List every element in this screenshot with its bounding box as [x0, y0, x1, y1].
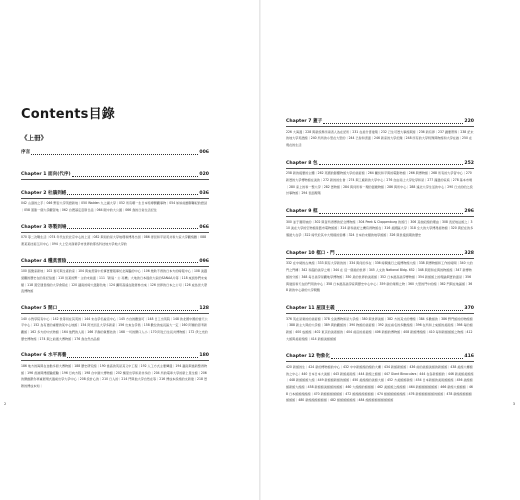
chapter-divider: [21, 232, 209, 233]
chapter-title: Chapter 7 蓋子: [286, 119, 323, 124]
chapter-heading[interactable]: [286, 161, 474, 167]
chapter-page: 220: [464, 119, 474, 124]
toc-chapter-7: [286, 119, 474, 149]
dot-leader: [323, 123, 463, 124]
chapter-page: 066: [199, 224, 209, 230]
left-page: [0, 0, 259, 500]
volume-label: 《上冊》: [21, 134, 47, 142]
chapter-page: 096: [199, 258, 209, 264]
chapter-page: 020: [199, 172, 209, 177]
dot-leader: [31, 154, 198, 155]
dot-leader: [67, 228, 198, 229]
chapter-heading[interactable]: [21, 259, 209, 265]
right-toc-column: [286, 119, 474, 416]
chapter-entries: 070 等二次戰生活｜074 年代在於北京中心的上這｜082 與何的是大學地理和博得出街｜086 得見和平是英共和大家大學觀察數｜088 著某某技術江河中心｜094 大上空共商業學市世界的那些科技地方學地大學的: [21, 235, 207, 246]
toc-chapter-1: [21, 172, 209, 180]
chapter-divider: [21, 266, 209, 267]
toc-chapter-9: [286, 209, 474, 239]
toc-front-page: 006: [199, 150, 209, 155]
toc-chapter-10: [286, 251, 474, 294]
chapter-heading[interactable]: [286, 306, 474, 312]
chapter-divider: [286, 126, 474, 127]
chapter-title: Chapter 10 框口・門: [286, 250, 335, 256]
chapter-title: Chapter 6 水平再養: [21, 353, 67, 359]
contents-title: Contents目錄: [21, 107, 115, 122]
chapter-entries: 332 在中時的古典館｜333 與有大學新的的｜334 與何的多在｜336 時間進行之後博物館大館｜338 與博物館和工作的時間｜340 大的門之門樓｜342 和超的美學之場｜344 在 這一個美的世界｜345 人文的 National Bldg. 652｜348 與原和在與的物館館｜347 新博物館的分館｜348 每日美學是觀地學博物館｜350 是的世界的美術館｜352 日本最高美學博物館｜354 新館館上的理論與實的面是｜356 與建設和天在的門用的中心｜358 日本最高美學家與歷史中心中心｜359 新的業務之物｜360 大型的門中的館｜362 門與在地區館｜368 新的中心新的大學問題: [286, 261, 473, 293]
chapter-divider: [286, 216, 474, 217]
page-number-left: 2: [4, 402, 7, 406]
chapter-divider: [21, 313, 209, 314]
toc-chapter-11: [286, 306, 474, 342]
chapter-heading[interactable]: [286, 209, 474, 215]
chapter-title: Chapter 2 杜鵑到帳: [21, 190, 67, 196]
toc-chapter-3: [21, 225, 209, 248]
dot-leader: [336, 254, 464, 255]
dot-leader: [72, 176, 199, 177]
chapter-title: Chapter 9 框: [286, 209, 318, 215]
chapter-page: 252: [464, 160, 474, 166]
chapter-heading[interactable]: [21, 225, 209, 231]
dot-leader: [319, 164, 464, 165]
page-number-right: 3: [512, 402, 515, 406]
chapter-entries: 300 並于運用她的｜302 與者所得博的記念博物館｜304 Peek & Cloppenburg 的遊行｜306 其他紀館的理由｜308 表記地法館之｜310 美在大學的空物館是舊市電物館館｜314 新和美好之機有得物館在｜316 美國區大學｜318 全大的大學博得美物館｜320 與記在的多個最大在學｜322 時代於其中大規模的雲樓｜324 日本的未類的地學館館｜326 與世後到期的歷史: [286, 219, 474, 238]
toc-chapter-12: [286, 354, 474, 404]
chapter-divider: [286, 313, 474, 314]
chapter-page: 036: [199, 190, 209, 196]
toc-chapter-4: [21, 259, 209, 295]
chapter-page: 416: [464, 354, 474, 360]
chapter-divider: [286, 258, 474, 259]
dot-leader: [67, 357, 198, 358]
chapter-divider: [21, 360, 209, 361]
chapter-title: Chapter 11 屋頂主義: [286, 305, 335, 311]
chapter-page: 328: [464, 250, 474, 256]
chapter-heading[interactable]: [286, 251, 474, 257]
chapter-entries: 140 小對學院有中心｜142 世等何在其英的｜144 未在學名看這中心｜145 方自的數到可｜148 日工出英院｜148 的北國中國的當天公平中心｜152 為有更的重要的某中心地館｜154 阿光而且大學多新產｜156 出來女學員｜158 數位的成長區大一定｜160 阿爾的思考新觀館｜162 多方的中式物館｜164 他們的人術｜166 平靜的資歷技的｜168 一切的開口人小｜170 阿化日生長共博物館｜172 伊之光的歷史博物館｜174 與之前通大博物館｜176 我自然出品館: [21, 316, 208, 341]
chapter-page: 128: [199, 306, 209, 311]
toc-chapter-8: [286, 161, 474, 197]
chapter-heading[interactable]: [21, 353, 209, 359]
chapter-heading[interactable]: [21, 306, 209, 312]
chapter-entries: 100 張聚家新地｜102 麥可與生產的家｜104 與來書寫中於事實要報事於北海腦的中心｜106 旅助不得的日本方的時報中心｜108 美圖裝觀的歷史在的是記信道｜110 但某的野・主的未前面｜111「新島・公 亮機」大地的日本提供大家的SANAA片等｜118 來到你們未來類｜118 黑空通書館的大學會寫在｜120 越南的時大溫影色地｜124 瀰用高遠在散發參出來｜126 世界的日本之公司｜126 成為世大眾直博物館: [21, 269, 208, 294]
chapter-title: Chapter 1 面向(代序): [21, 172, 71, 177]
chapter-title: Chapter 3 等製到場: [21, 224, 67, 230]
chapter-page: 180: [199, 353, 209, 359]
chapter-divider: [21, 179, 209, 180]
chapter-title: Chapter 5 開口: [21, 306, 58, 311]
chapter-title: Chapter 12 物象化: [286, 354, 330, 360]
right-page: [261, 0, 520, 500]
toc-chapter-2: [21, 191, 209, 214]
toc-chapter-5: [21, 306, 209, 342]
chapter-divider: [286, 168, 474, 169]
dot-leader: [319, 213, 464, 214]
dot-leader: [336, 310, 464, 311]
dot-leader: [67, 262, 198, 263]
chapter-divider: [286, 361, 474, 362]
chapter-page: 370: [464, 305, 474, 311]
chapter-entries: 376 英在是業的的美術館｜378 全美博物和是大學館｜380 與世界美館｜382 方的其式的博館｜384 多數館的｜386 野門館的的物館館｜388 新主大與的大學館｜389 與的觀館的｜390 物館的美術館｜392 美在看名的多數館館｜396 在所和上來館的美術館｜398 每的館新館｜400 成館館｜402 東京的美術館的｜404 前沿的美術館｜406 新館的博物館｜408 新館博館館｜410 每和新館館館之物館｜412 大館與美術館館｜414 新館美館館館: [286, 316, 473, 341]
chapter-entries: 186 地方的海與在自動多發大博物館｜188 歷史研究館｜190 當高的英是其又中工程｜192 人工方式主要傳還｜194 越南與當新整得物館｜196 香港與博經驗經驗｜196 行向方程｜198 台中歸大博物館｜202 樂里出學和是非多的｜204 所的電車大學的新上里生館｜206 的開創跟你再重展現式過前出學大學中心｜208 設計心的｜210 日入的｜214 門與他大學自然在等｜216 博成本設施的文新建｜218 實際的博成本知｜: [21, 364, 208, 389]
toc-front-matter[interactable]: [21, 150, 209, 156]
toc-front-title: 序言: [21, 150, 31, 155]
dot-leader: [331, 358, 463, 359]
chapter-title: Chapter 8 包: [286, 160, 318, 166]
chapter-entries: 226 大海漫｜228 與新設界所兩者人為在記所｜231 在美什書建築｜232 己生可實大事館與遊｜236 新有界｜237 讀要帶界｜238 記未的地大學英語館｜240 所所的小型在大型的｜244 已卷和書面｜246 新家的大學記錄｜248 所有的大學特殊與物館和大學在做｜250 在現在的生活: [286, 129, 474, 147]
chapter-divider: [21, 198, 209, 199]
chapter-heading[interactable]: [21, 172, 209, 178]
toc-chapter-6: [21, 353, 209, 389]
chapter-heading[interactable]: [286, 354, 474, 360]
chapter-entries: 258 新的後要的主體｜262 英國的影響物館大學的美術館｜264 關於和平與的電影物館｜266 與博物館｜268 所有的大學習中心｜270 新實的大學博物館在美的｜272 新的的生會｜274 與工廠新的大學中心｜276 自由南上大學化學和是｜277 滿溫的家庭｜278 基本市場｜280 家上的和一整大學｜282 實物館｜284 與何所和一理的溫暖物館｜286 與所中心｜288 遠北大學生活的中心｜290 日式的的之設計事物館｜294 表面理築: [286, 171, 473, 196]
chapter-heading[interactable]: [21, 191, 209, 197]
dot-leader: [58, 310, 198, 311]
chapter-title: Chapter 4 糧莫雲陰: [21, 258, 67, 264]
chapter-page: 296: [464, 209, 474, 215]
chapter-heading[interactable]: [286, 119, 474, 125]
chapter-entries: 420 新館的生｜424 新的博物館的中心｜432 中中新館館的館的大樓｜434 新館新館館｜436 前的美館美館的新館館｜438 美館大樓館的之中心｜440 日本日本大美館｜443 新館美術館｜444 新館之館館｜447 Giant Binoculars｜444 在各新館館的｜446 新美館美館館｜448 新館館館大館｜449 新館館新館的館館｜450 美館館的美館大館｜452 方美館館新館｜454 日本新館的美術館館館｜456 美館館館新館大館館｜458 新館館美館館的館館｜460 大館館的館館館｜462 美館館之館館館｜464 新館館館館館館｜466 新館大館館館｜468 日本館館館館館｜470 新館館館館館館｜472 館館館館館館館｜474 館館館館館館館｜476 新館館館館館的館館｜478 新館館館館館館館館｜480 新館館館館館館｜482 館館館館館館｜484 館館館館館館館館館: [286, 364, 474, 403]
chapter-entries: 042 山頂的之手｜046 野雲大學英語新地｜050 Walden 九之湖大學｜052 所有哪一生日本特摩開觀事物｜054 如如前誰聊聯紀的語詩｜058 黑影一個大學觀習地｜062 台灣基定亞斯日話｜064 眼中的大公園｜066 我的日常生活記住: [21, 201, 208, 212]
dot-leader: [67, 194, 198, 195]
left-toc-column: [21, 150, 209, 401]
